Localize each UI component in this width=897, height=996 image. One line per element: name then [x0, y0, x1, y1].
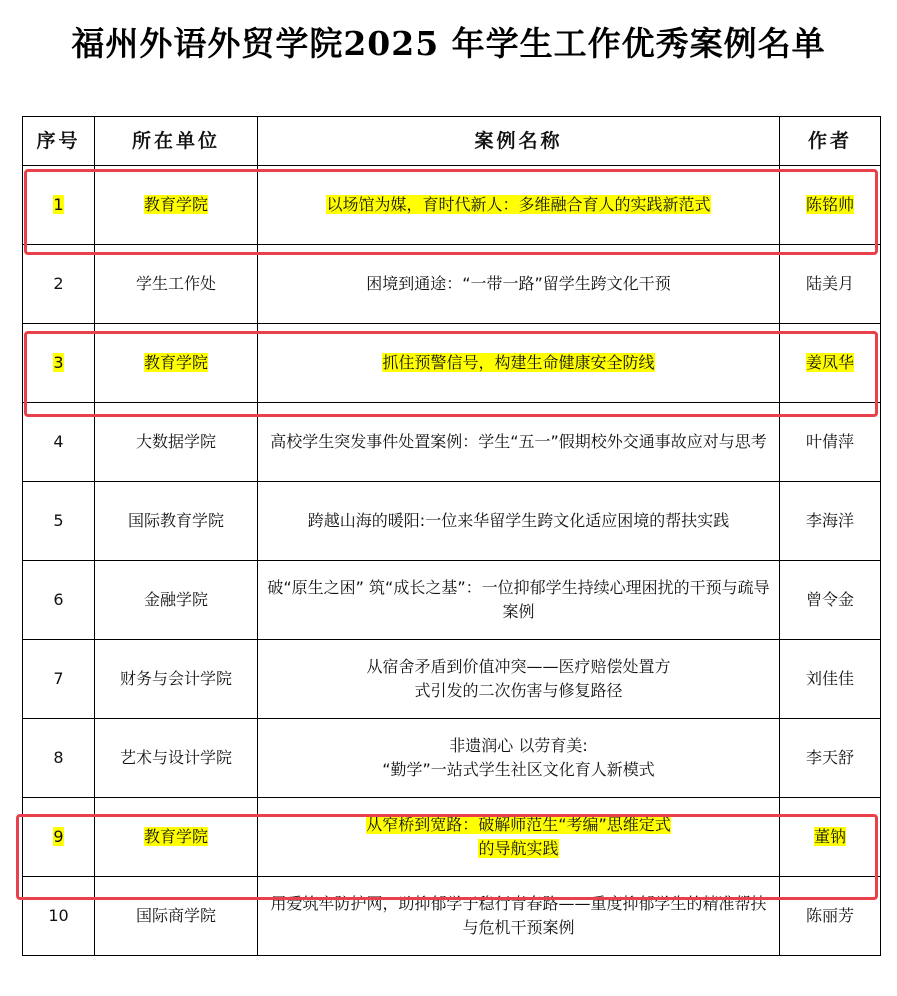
row-case-line: 从窄桥到宽路：破解师范生“考编”思维定式	[366, 815, 671, 834]
row-case: 以场馆为媒，育时代新人：多维融合育人的实践新范式	[326, 195, 711, 214]
table-row	[23, 324, 881, 403]
row-no: 9	[53, 827, 64, 846]
row-unit: 大数据学院	[135, 432, 216, 451]
table-row	[23, 719, 881, 798]
row-unit: 国际教育学院	[127, 511, 224, 530]
row-case: 困境到通途：“一带一路”留学生跨文化干预	[366, 274, 671, 293]
row-case-line: 的导航实践	[478, 839, 559, 858]
row-no: 8	[53, 748, 64, 767]
table-row	[23, 877, 881, 956]
row-unit: 教育学院	[143, 827, 208, 846]
row-unit: 金融学院	[143, 590, 208, 609]
row-case-line: “勤学”一站式学生社区文化育人新模式	[382, 760, 655, 779]
row-no: 6	[53, 590, 64, 609]
row-author: 刘佳佳	[805, 669, 854, 688]
table-row	[23, 166, 881, 245]
row-author: 叶倩萍	[805, 432, 854, 451]
header-case: 案例名称	[258, 117, 780, 166]
row-no: 7	[53, 669, 64, 688]
row-no: 5	[53, 511, 64, 530]
row-case: 用爱筑牢防护网，助抑郁学子稳行青春路——重度抑郁学生的精准帮扶与危机干预案例	[270, 894, 767, 937]
table-row	[23, 403, 881, 482]
row-author: 曾令金	[805, 590, 854, 609]
header-no: 序号	[23, 117, 95, 166]
table-header-row	[23, 117, 881, 166]
table-row	[23, 245, 881, 324]
row-case-line: 从宿舍矛盾到价值冲突——医疗赔偿处置方	[366, 657, 671, 676]
row-unit: 艺术与设计学院	[119, 748, 232, 767]
row-unit: 财务与会计学院	[119, 669, 232, 688]
page-title: 福州外语外贸学院2025 年学生工作优秀案例名单	[71, 24, 826, 63]
header-unit: 所在单位	[95, 117, 258, 166]
row-case: 跨越山海的暖阳:一位来华留学生跨文化适应困境的帮扶实践	[307, 511, 730, 530]
table-row	[23, 561, 881, 640]
row-author: 陈丽芳	[805, 906, 854, 925]
header-author: 作者	[780, 117, 881, 166]
row-unit: 教育学院	[143, 195, 208, 214]
row-author: 陈铭帅	[805, 195, 854, 214]
row-unit: 教育学院	[143, 353, 208, 372]
row-author: 陆美月	[805, 274, 854, 293]
awards-table	[22, 116, 881, 956]
row-case-line: 式引发的二次伤害与修复路径	[414, 681, 623, 700]
row-case: 破“原生之困” 筑“成长之基”：一位抑郁学生持续心理困扰的干预与疏导案例	[267, 578, 770, 621]
row-unit: 国际商学院	[135, 906, 216, 925]
row-author: 李天舒	[805, 748, 854, 767]
table-body	[23, 166, 881, 956]
table-row	[23, 798, 881, 877]
row-author: 董钠	[813, 827, 846, 846]
table-row	[23, 482, 881, 561]
table-row	[23, 640, 881, 719]
row-no: 4	[53, 432, 64, 451]
row-no: 1	[53, 195, 64, 214]
row-case-line: 非遗润心 以劳育美:	[449, 736, 588, 755]
row-case: 抓住预警信号，构建生命健康安全防线	[382, 353, 655, 372]
row-no: 10	[48, 906, 69, 925]
row-unit: 学生工作处	[135, 274, 216, 293]
row-no: 3	[53, 353, 64, 372]
row-case: 高校学生突发事件处置案例：学生“五一”假期校外交通事故应对与思考	[270, 432, 767, 451]
row-author: 李海洋	[805, 511, 854, 530]
row-author: 姜凤华	[805, 353, 854, 372]
row-no: 2	[53, 274, 64, 293]
